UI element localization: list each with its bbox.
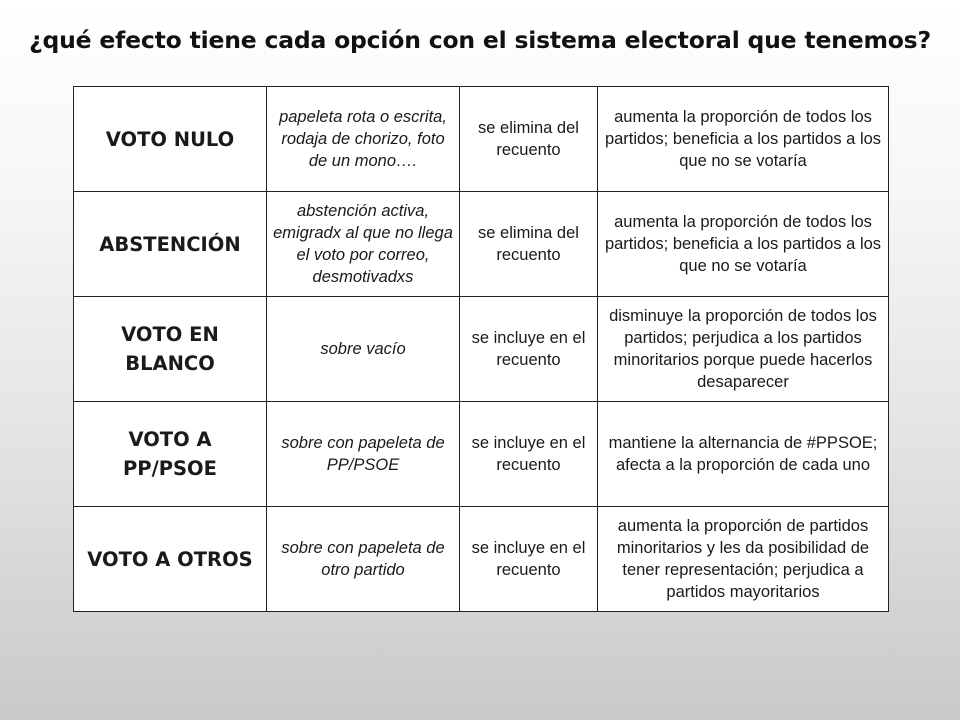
option-count: se incluye en el recuento [471,329,586,369]
option-effect-cell [598,402,889,507]
option-name: VOTO A OTROS [87,547,253,571]
option-name-cell [74,87,267,192]
option-effect-cell [598,87,889,192]
option-count: se elimina del recuento [478,224,579,264]
option-description: abstención activa, emigradx al que no llega el voto por correo, desmotivadxs [273,202,453,286]
option-effect: mantiene la alternancia de #PPSOE; afecta a la proporción de cada uno [608,434,878,474]
option-count-cell [460,402,598,507]
table-row [74,297,889,402]
option-effect-cell [598,507,889,612]
option-name: VOTO EN BLANCO [121,323,219,375]
option-name-cell [74,297,267,402]
option-effect: aumenta la proporción de partidos minoritarios y les da posibilidad de tener representación; perjudica a partidos mayoritarios [616,517,870,601]
option-name-cell [74,507,267,612]
option-description-cell [267,297,460,402]
option-description-cell [267,87,460,192]
option-count-cell [460,192,598,297]
option-count-cell [460,507,598,612]
table-row [74,507,889,612]
option-count-cell [460,87,598,192]
option-description-cell [267,402,460,507]
option-name: VOTO A PP/PSOE [123,428,217,480]
option-effect-cell [598,297,889,402]
table-row [74,192,889,297]
voting-options-table [73,86,889,612]
option-name: VOTO NULO [105,127,235,151]
option-description: sobre vacío [320,340,406,358]
option-description-cell [267,192,460,297]
slide-title: ¿qué efecto tiene cada opción con el sistema electoral que tenemos? [29,26,931,54]
option-effect: disminuye la proporción de todos los partidos; perjudica a los partidos minoritarios porque puede hacerlos desaparecer [609,307,877,391]
option-description: sobre con papeleta de otro partido [281,539,445,579]
option-description-cell [267,507,460,612]
option-description: sobre con papeleta de PP/PSOE [281,434,445,474]
option-effect-cell [598,192,889,297]
option-count: se incluye en el recuento [471,539,586,579]
option-name-cell [74,402,267,507]
option-name: ABSTENCIÓN [99,232,241,256]
option-name-cell [74,192,267,297]
option-description: papeleta rota o escrita, rodaja de chorizo, foto de un mono…. [279,108,447,170]
option-effect: aumenta la proporción de todos los partidos; beneficia a los partidos a los que no se votaría [604,213,882,275]
option-count: se incluye en el recuento [471,434,586,474]
table-row [74,87,889,192]
option-count-cell [460,297,598,402]
table-row [74,402,889,507]
option-effect: aumenta la proporción de todos los partidos; beneficia a los partidos a los que no se votaría [604,108,882,170]
option-count: se elimina del recuento [478,119,579,159]
